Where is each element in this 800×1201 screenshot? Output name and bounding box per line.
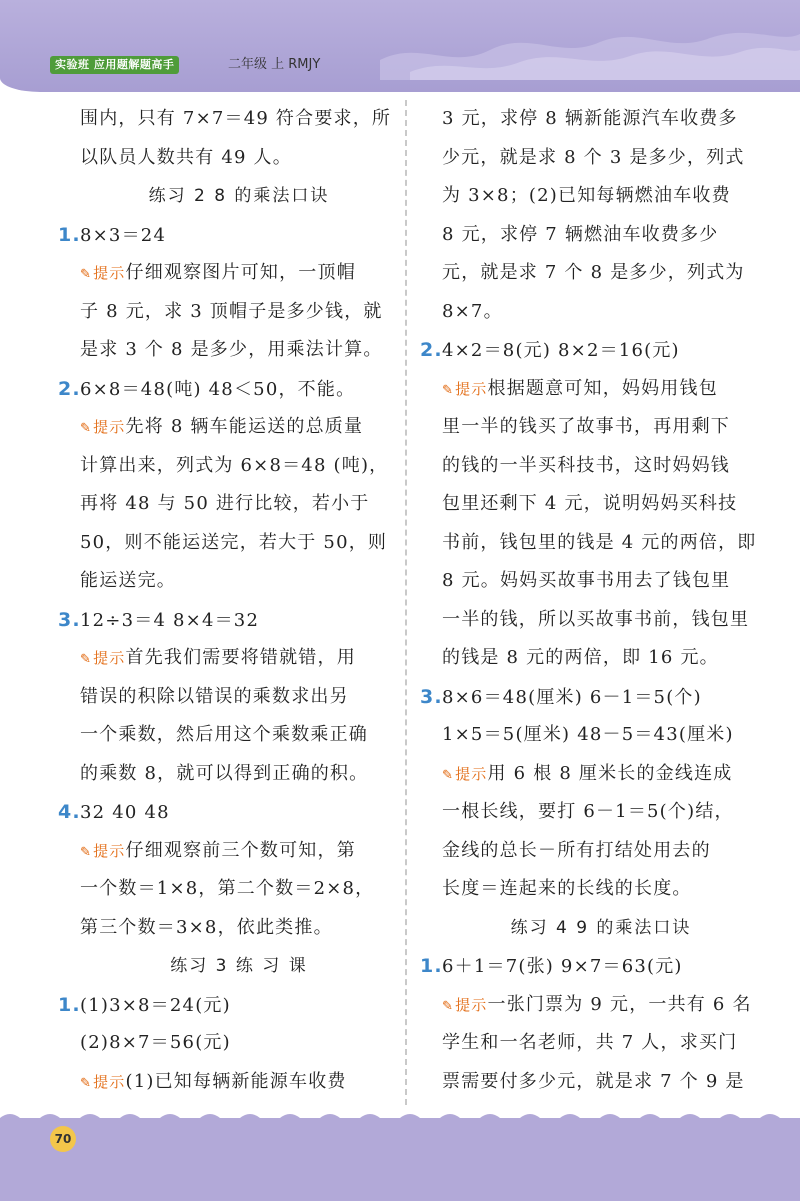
body-text-line: 少元，就是求 8 个 3 是多少，列式 (442, 146, 745, 168)
body-text-line: 50，则不能运送完，若大于 50，则 (80, 531, 388, 553)
answer-line (420, 678, 760, 717)
column-divider (405, 100, 407, 1105)
body-text-line: (2)8×7＝56(元) (80, 1032, 231, 1053)
answer-line (58, 601, 398, 640)
tip-text: 仔细观察前三个数可知，第 (125, 839, 356, 861)
right-column (420, 100, 760, 1101)
body-text-line: 包里还剩下 4 元，说明妈妈买科技 (442, 493, 738, 514)
pencil-icon: ✎ (80, 1075, 93, 1091)
pencil-icon: ✎ (442, 382, 455, 398)
body-text-line: 元，就是求 7 个 8 是多少，列式为 (442, 262, 745, 283)
answer-line (58, 793, 398, 832)
tip-label: 提示 (93, 649, 126, 667)
body-text-line: 能运送完。 (80, 570, 176, 591)
tip-line (58, 408, 398, 447)
answer-line (420, 331, 760, 370)
tip-line (420, 370, 760, 409)
question-number: 4. (58, 801, 81, 823)
pencil-icon: ✎ (80, 267, 93, 282)
question-number: 1. (58, 993, 81, 1016)
pencil-icon: ✎ (442, 767, 455, 783)
left-column (58, 100, 398, 1101)
answer-text: (1)3×8＝24(元) (80, 994, 231, 1016)
body-text-line: 计算出来，列式为 6×8＝48 (吨)， (80, 454, 389, 476)
footer-wave-decoration (0, 1110, 800, 1126)
tip-text: 一张门票为 9 元，一共有 6 名 (487, 993, 752, 1015)
body-text-line: 为 3×8；(2)已知每辆燃油车收费 (442, 185, 731, 206)
question-number: 3. (420, 685, 443, 708)
answer-text: 12÷3＝4 8×4＝32 (80, 609, 260, 631)
body-text-line: 长度＝连起来的长线的长度。 (442, 878, 692, 899)
answer-text: 8×3＝24 (80, 224, 167, 246)
tip-label: 提示 (93, 1072, 126, 1091)
answer-text: 6×8＝48(吨) 48＜50，不能。 (80, 378, 356, 400)
answer-text: 32 40 48 (80, 802, 170, 823)
body-text-line: 8×7。 (442, 300, 503, 322)
body-text-line: 以队员人数共有 49 人。 (80, 146, 292, 168)
body-text-line: 第三个数＝3×8，依此类推。 (80, 916, 333, 938)
tip-text: 先将 8 辆车能运送的总质量 (125, 416, 364, 437)
body-text-line: 3 元，求停 8 辆新能源汽车收费多 (442, 108, 738, 129)
tip-line (420, 755, 760, 794)
tip-label: 提示 (455, 379, 488, 398)
body-text-line: 是求 3 个 8 是多少，用乘法计算。 (80, 339, 383, 360)
body-text-line: 一个数＝1×8，第二个数＝2×8， (80, 878, 375, 899)
body-text-line: 书前，钱包里的钱是 4 元的两倍，即 (442, 531, 757, 553)
body-text-line: 的钱是 8 元的两倍，即 16 元。 (442, 647, 719, 668)
page-footer (0, 1118, 800, 1201)
answer-line (58, 986, 398, 1025)
body-text-line: 一根长线，要打 6－1＝5(个)结， (442, 801, 734, 822)
book-series-badge: 实验班 应用题解题高手 (50, 56, 179, 74)
body-text-line: 错误的积除以错误的乘数求出另 (80, 685, 349, 707)
tip-line (58, 1063, 398, 1102)
question-number: 1. (420, 955, 443, 977)
tip-label: 提示 (93, 264, 126, 282)
tip-label: 提示 (93, 418, 126, 436)
tip-label: 提示 (455, 764, 488, 783)
tip-line (420, 986, 760, 1025)
section-heading: 练习 4 9 的乘法口诀 (510, 917, 692, 938)
pencil-icon: ✎ (442, 998, 455, 1014)
body-text-line: 8 元，求停 7 辆燃油车收费多少 (442, 223, 719, 245)
tip-text: 仔细观察图片可知，一顶帽 (125, 262, 356, 283)
pencil-icon: ✎ (80, 844, 93, 860)
body-text-line: 1×5＝5(厘米) 48－5＝43(厘米) (442, 724, 734, 745)
grade-label: 二年级 上 RMJY (228, 57, 321, 72)
page-header (0, 0, 800, 92)
pencil-icon: ✎ (80, 421, 93, 436)
tip-text: 根据题意可知，妈妈用钱包 (487, 377, 718, 399)
answer-text: 8×6＝48(厘米) 6－1＝5(个) (442, 686, 702, 708)
answer-line (420, 947, 760, 986)
tip-text: (1)已知每辆新能源车收费 (125, 1070, 347, 1092)
answer-line (58, 216, 398, 255)
tip-text: 首先我们需要将错就错，用 (125, 647, 356, 668)
section-heading: 练习 2 8 的乘法口诀 (148, 186, 330, 206)
body-text-line: 8 元。妈妈买故事书用去了钱包里 (442, 570, 731, 591)
body-text-line: 子 8 元，求 3 顶帽子是多少钱，就 (80, 300, 383, 322)
answer-line (58, 370, 398, 409)
body-text-line: 里一半的钱买了故事书，再用剩下 (442, 416, 730, 437)
question-number: 2. (58, 377, 81, 400)
body-text-line: 一个乘数，然后用这个乘数乘正确 (80, 724, 368, 745)
section-heading: 练习 3 练 习 课 (170, 956, 308, 976)
question-number: 2. (420, 339, 443, 361)
body-text-line: 的乘数 8，就可以得到正确的积。 (80, 762, 369, 784)
tip-line (58, 254, 398, 293)
header-wave-decoration (380, 20, 800, 80)
body-text-line: 一半的钱，所以买故事书前，钱包里 (442, 608, 750, 630)
body-text-line: 再将 48 与 50 进行比较，若小于 (80, 493, 370, 514)
answer-text: 4×2＝8(元) 8×2＝16(元) (442, 340, 680, 361)
pencil-icon: ✎ (80, 652, 93, 667)
answer-text: 6＋1＝7(张) 9×7＝63(元) (442, 956, 683, 977)
page-number: 70 (50, 1126, 76, 1152)
tip-line (58, 832, 398, 871)
tip-text: 用 6 根 8 厘米长的金线连成 (487, 762, 733, 784)
tip-line (58, 639, 398, 678)
question-number: 3. (58, 608, 81, 631)
body-text-line: 学生和一名老师，共 7 人，求买门 (442, 1032, 738, 1053)
body-text-line: 票需要付多少元，就是求 7 个 9 是 (442, 1070, 745, 1092)
tip-label: 提示 (93, 841, 126, 860)
body-text-line: 的钱的一半买科技书，这时妈妈钱 (442, 454, 730, 476)
body-text-line: 金线的总长－所有打结处用去的 (442, 839, 711, 861)
question-number: 1. (58, 223, 81, 246)
body-text-line: 围内，只有 7×7＝49 符合要求，所 (80, 108, 392, 129)
tip-label: 提示 (455, 995, 488, 1014)
